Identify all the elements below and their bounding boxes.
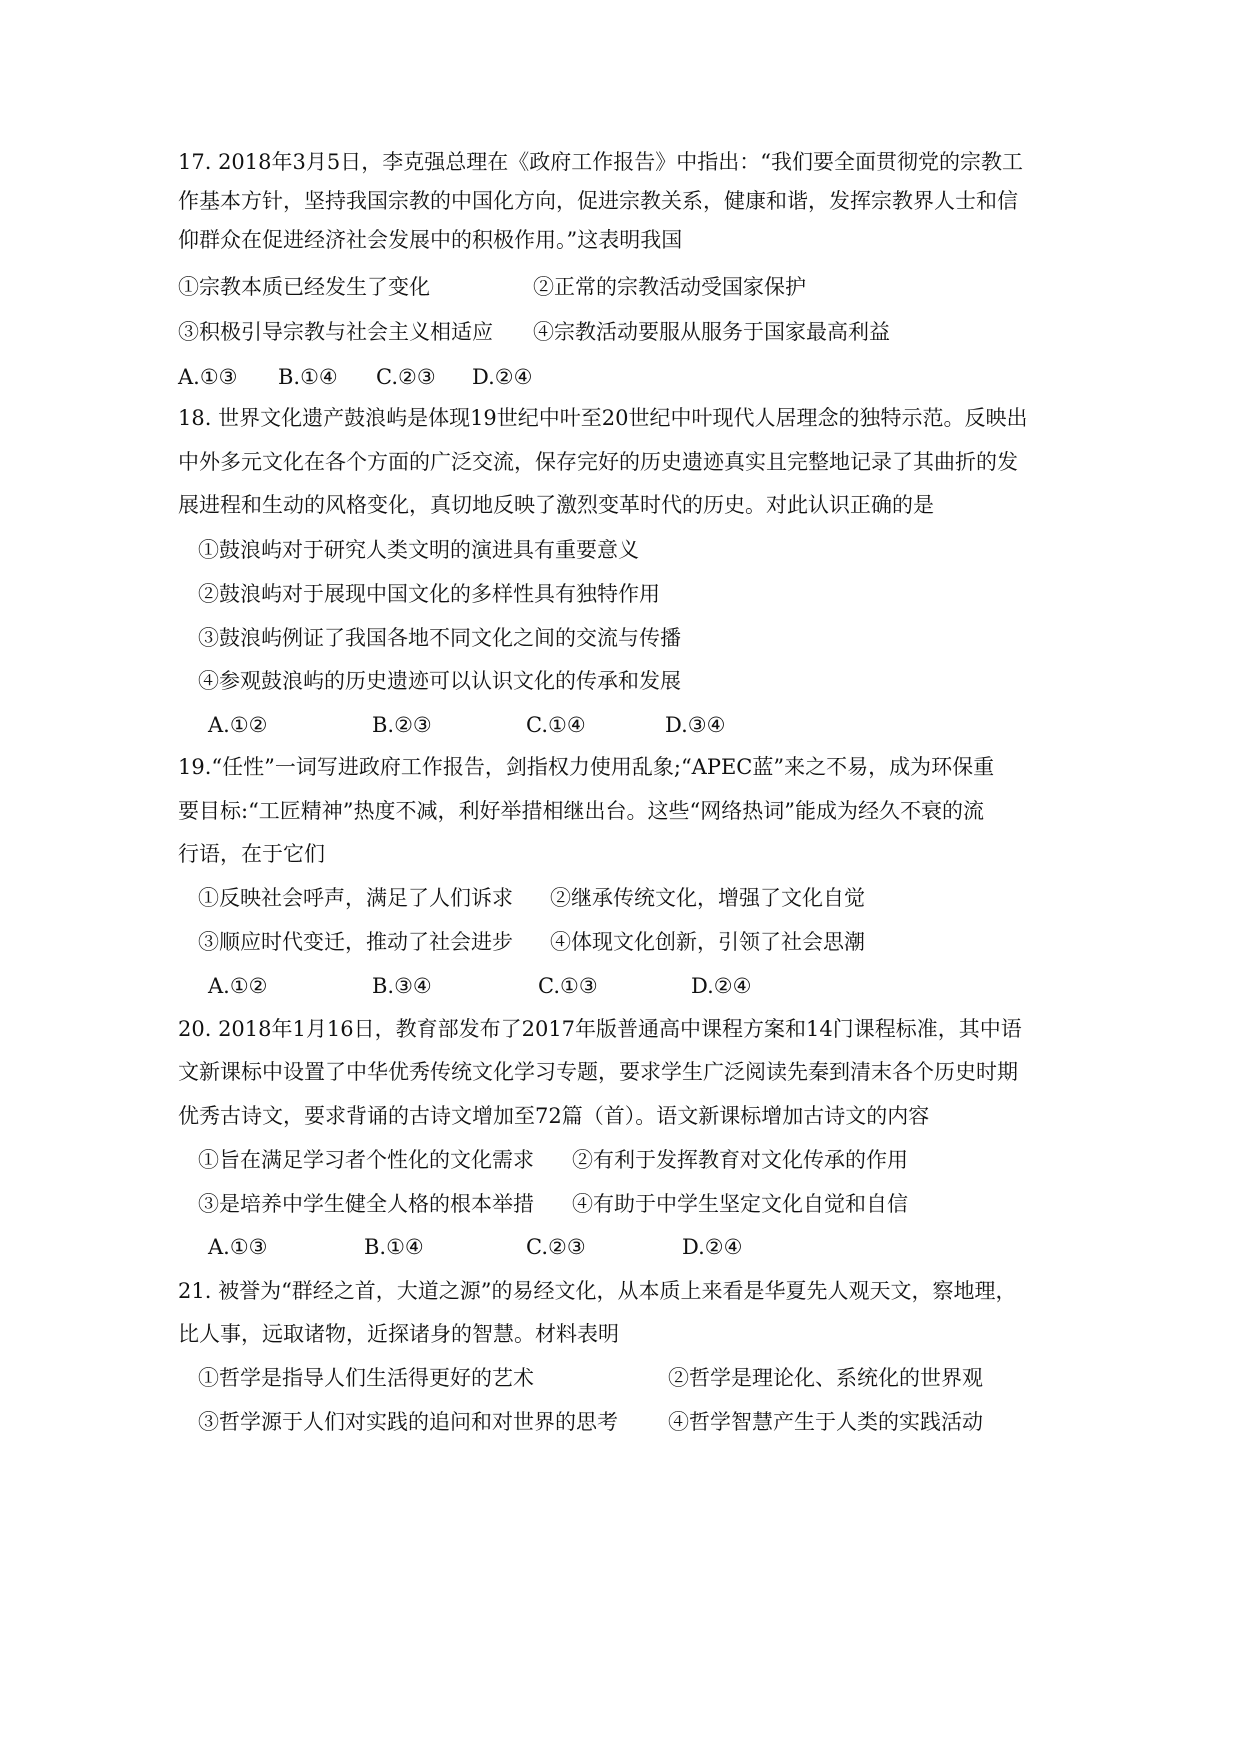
statement-2: ②正常的宗教活动受国家保护 xyxy=(533,275,806,299)
choice-b: B.①④ xyxy=(278,365,338,389)
choice-a: A.①② xyxy=(208,713,268,737)
question-stem-line: 行语，在于它们 xyxy=(178,842,325,866)
choice-b: B.①④ xyxy=(364,1235,424,1259)
statement-1: ①旨在满足学习者个性化的文化需求 xyxy=(198,1148,534,1172)
question-stem-line: 18. 世界文化遗产鼓浪屿是体现19世纪中叶至20世纪中叶现代人居理念的独特示范。反映出 xyxy=(178,406,1028,430)
statement-3: ③积极引导宗教与社会主义相适应 xyxy=(178,320,493,344)
statement-3: ③哲学源于人们对实践的追问和对世界的思考 xyxy=(198,1410,618,1434)
question-stem-line: 优秀古诗文，要求背诵的古诗文增加至72篇（首）。语文新课标增加古诗文的内容 xyxy=(178,1104,930,1128)
choice-d: D.②④ xyxy=(682,1235,743,1259)
statement-4: ④哲学智慧产生于人类的实践活动 xyxy=(668,1410,983,1434)
statement-3: ③顺应时代变迁，推动了社会进步 xyxy=(198,930,513,954)
choice-c: C.②③ xyxy=(526,1235,586,1259)
choice-a: A.①③ xyxy=(208,1235,268,1259)
choice-c: C.①④ xyxy=(526,713,586,737)
question-stem-line: 20. 2018年1月16日，教育部发布了2017年版普通高中课程方案和14门课程标准，其中语 xyxy=(178,1017,1022,1041)
statement-2: ②继承传统文化，增强了文化自觉 xyxy=(550,886,865,910)
choice-a: A.①② xyxy=(208,974,268,998)
question-stem-line: 作基本方针，坚持我国宗教的中国化方向，促进宗教关系，健康和谐，发挥宗教界人士和信 xyxy=(178,189,1018,213)
choice-b: B.③④ xyxy=(372,974,432,998)
choice-a: A.①③ xyxy=(178,365,238,389)
choice-d: D.②④ xyxy=(691,974,752,998)
statement-1: ①哲学是指导人们生活得更好的艺术 xyxy=(198,1366,534,1390)
question-stem-line: 要目标:“工匠精神”热度不减，利好举措相继出台。这些“网络热词”能成为经久不衰的流 xyxy=(178,799,985,823)
choice-c: C.①③ xyxy=(538,974,598,998)
question-stem-line: 19.“任性”一词写进政府工作报告，剑指权力使用乱象;“APEC蓝”来之不易，成为环保重 xyxy=(178,755,995,779)
choice-b: B.②③ xyxy=(372,713,432,737)
choice-d: D.③④ xyxy=(665,713,726,737)
statement-3: ③是培养中学生健全人格的根本举措 xyxy=(198,1192,534,1216)
question-stem-line: 仰群众在促进经济社会发展中的积极作用。”这表明我国 xyxy=(178,228,683,252)
statement-1: ①反映社会呼声，满足了人们诉求 xyxy=(198,886,513,910)
question-stem-line: 中外多元文化在各个方面的广泛交流，保存完好的历史遗迹真实且完整地记录了其曲折的发 xyxy=(178,450,1018,474)
statement-4: ④宗教活动要服从服务于国家最高利益 xyxy=(533,320,890,344)
statement-4: ④体现文化创新，引领了社会思潮 xyxy=(550,930,865,954)
statement-3: ③鼓浪屿例证了我国各地不同文化之间的交流与传播 xyxy=(198,626,681,650)
question-stem-line: 文新课标中设置了中华优秀传统文化学习专题，要求学生广泛阅读先秦到清末各个历史时期 xyxy=(178,1060,1018,1084)
choice-d: D.②④ xyxy=(472,365,533,389)
statement-1: ①鼓浪屿对于研究人类文明的演进具有重要意义 xyxy=(198,538,639,562)
statement-2: ②鼓浪屿对于展现中国文化的多样性具有独特作用 xyxy=(198,582,660,606)
choice-c: C.②③ xyxy=(376,365,436,389)
statement-2: ②有利于发挥教育对文化传承的作用 xyxy=(572,1148,908,1172)
question-stem-line: 17. 2018年3月5日，李克强总理在《政府工作报告》中指出：“我们要全面贯彻党的宗教工 xyxy=(178,150,1023,174)
question-stem-line: 21. 被誉为“群经之首，大道之源”的易经文化，从本质上来看是华夏先人观天文，察地理， xyxy=(178,1279,1017,1303)
statement-1: ①宗教本质已经发生了变化 xyxy=(178,275,430,299)
statement-2: ②哲学是理论化、系统化的世界观 xyxy=(668,1366,983,1390)
statement-4: ④参观鼓浪屿的历史遗迹可以认识文化的传承和发展 xyxy=(198,669,681,693)
question-stem-line: 比人事，远取诸物，近探诸身的智慧。材料表明 xyxy=(178,1322,619,1346)
question-stem-line: 展进程和生动的风格变化，真切地反映了激烈变革时代的历史。对此认识正确的是 xyxy=(178,493,934,517)
statement-4: ④有助于中学生坚定文化自觉和自信 xyxy=(572,1192,908,1216)
